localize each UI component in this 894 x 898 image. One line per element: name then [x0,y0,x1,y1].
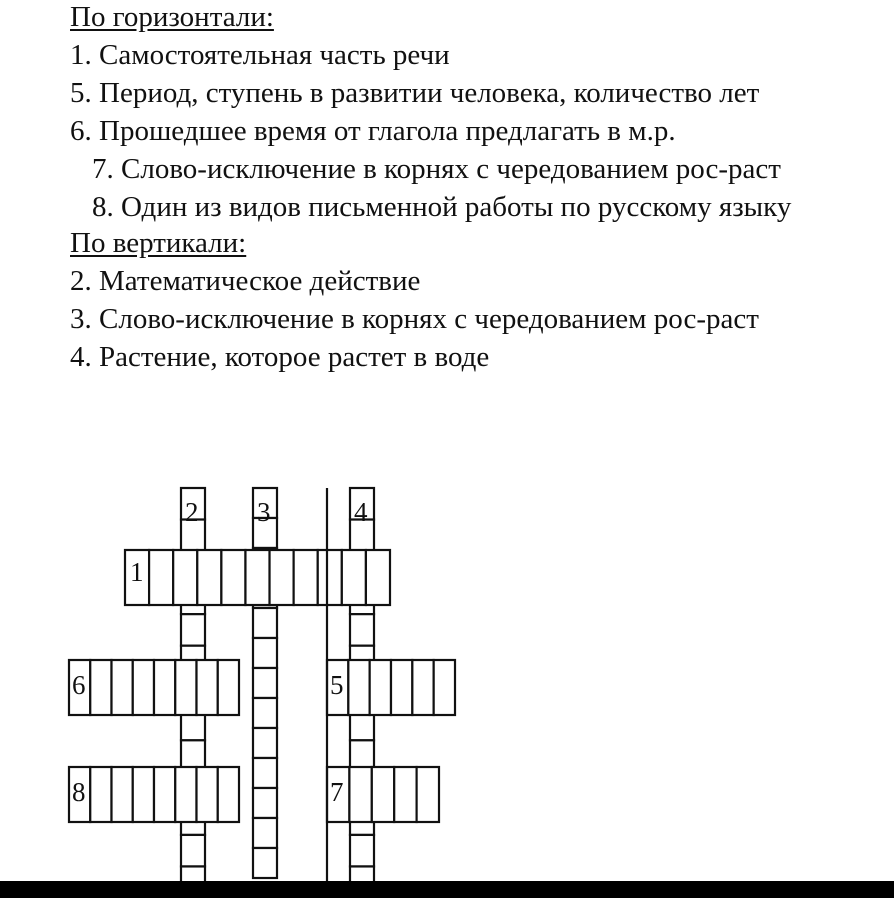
across-clue-5: 5. Период, ступень в развитии человека, количество лет [70,77,760,109]
down-3-cell [253,608,277,638]
across-6-cell [218,660,239,715]
across-5-cell [412,660,433,715]
down-clue-2: 2. Математическое действие [70,265,421,297]
across-5-cell [348,660,369,715]
down-3-cell [253,728,277,758]
across-8-cell [112,767,133,822]
down-3-cell [253,668,277,698]
across-8-cell [133,767,154,822]
across-clue-8: 8. Один из видов письменной работы по русскому языку [92,191,792,223]
across-1-cell [366,550,390,605]
across-clue-6: 6. Прошедшее время от глагола предлагать в м.р. [70,115,676,147]
across-8-cell [154,767,175,822]
down-clue-3: 3. Слово-исключение в корнях с чередованием рос-раст [70,303,759,335]
across-7-cell [349,767,371,822]
cell-number-7: 7 [330,777,344,807]
down-3-cell [253,638,277,668]
across-6-cell [197,660,218,715]
across-8-cell [175,767,196,822]
across-5-cell [391,660,412,715]
across-8-cell [90,767,111,822]
cell-number-2: 2 [185,497,199,527]
across-6-cell [112,660,133,715]
across-clue-7: 7. Слово-исключение в корнях с чередованием рос-раст [92,153,781,185]
across-1-cell [318,550,342,605]
across-1-cell [270,550,294,605]
across-7-cell [372,767,394,822]
down-4-cell [350,835,374,867]
cell-number-5: 5 [330,670,344,700]
across-1-cell [342,550,366,605]
across-1-cell [197,550,221,605]
across-8-cell [197,767,218,822]
down-2-cell [181,835,205,867]
across-clue-1: 1. Самостоятельная часть речи [70,39,450,71]
across-5-cell [370,660,391,715]
across-heading: По горизонтали: [70,1,274,33]
across-7-cell [417,767,439,822]
across-1-cell [149,550,173,605]
across-6-cell [154,660,175,715]
across-1-cell [173,550,197,605]
down-clue-4: 4. Растение, которое растет в воде [70,341,490,373]
down-3-cell [253,818,277,848]
bottom-border [0,881,894,898]
down-heading: По вертикали: [70,227,247,259]
cell-number-8: 8 [72,777,86,807]
down-3-cell [253,788,277,818]
across-1-cell [294,550,318,605]
cell-number-3: 3 [257,497,271,527]
down-4-cell [350,614,374,646]
across-1-cell [245,550,269,605]
cell-number-4: 4 [354,497,368,527]
down-3-cell [253,698,277,728]
across-6-cell [90,660,111,715]
across-5-cell [434,660,455,715]
cell-number-1: 1 [130,557,144,587]
across-6-cell [175,660,196,715]
across-6-cell [133,660,154,715]
down-3-cell [253,848,277,878]
cell-number-6: 6 [72,670,86,700]
across-1-cell [221,550,245,605]
across-8-cell [218,767,239,822]
across-7-cell [394,767,416,822]
down-3-cell [253,758,277,788]
down-2-cell [181,614,205,646]
